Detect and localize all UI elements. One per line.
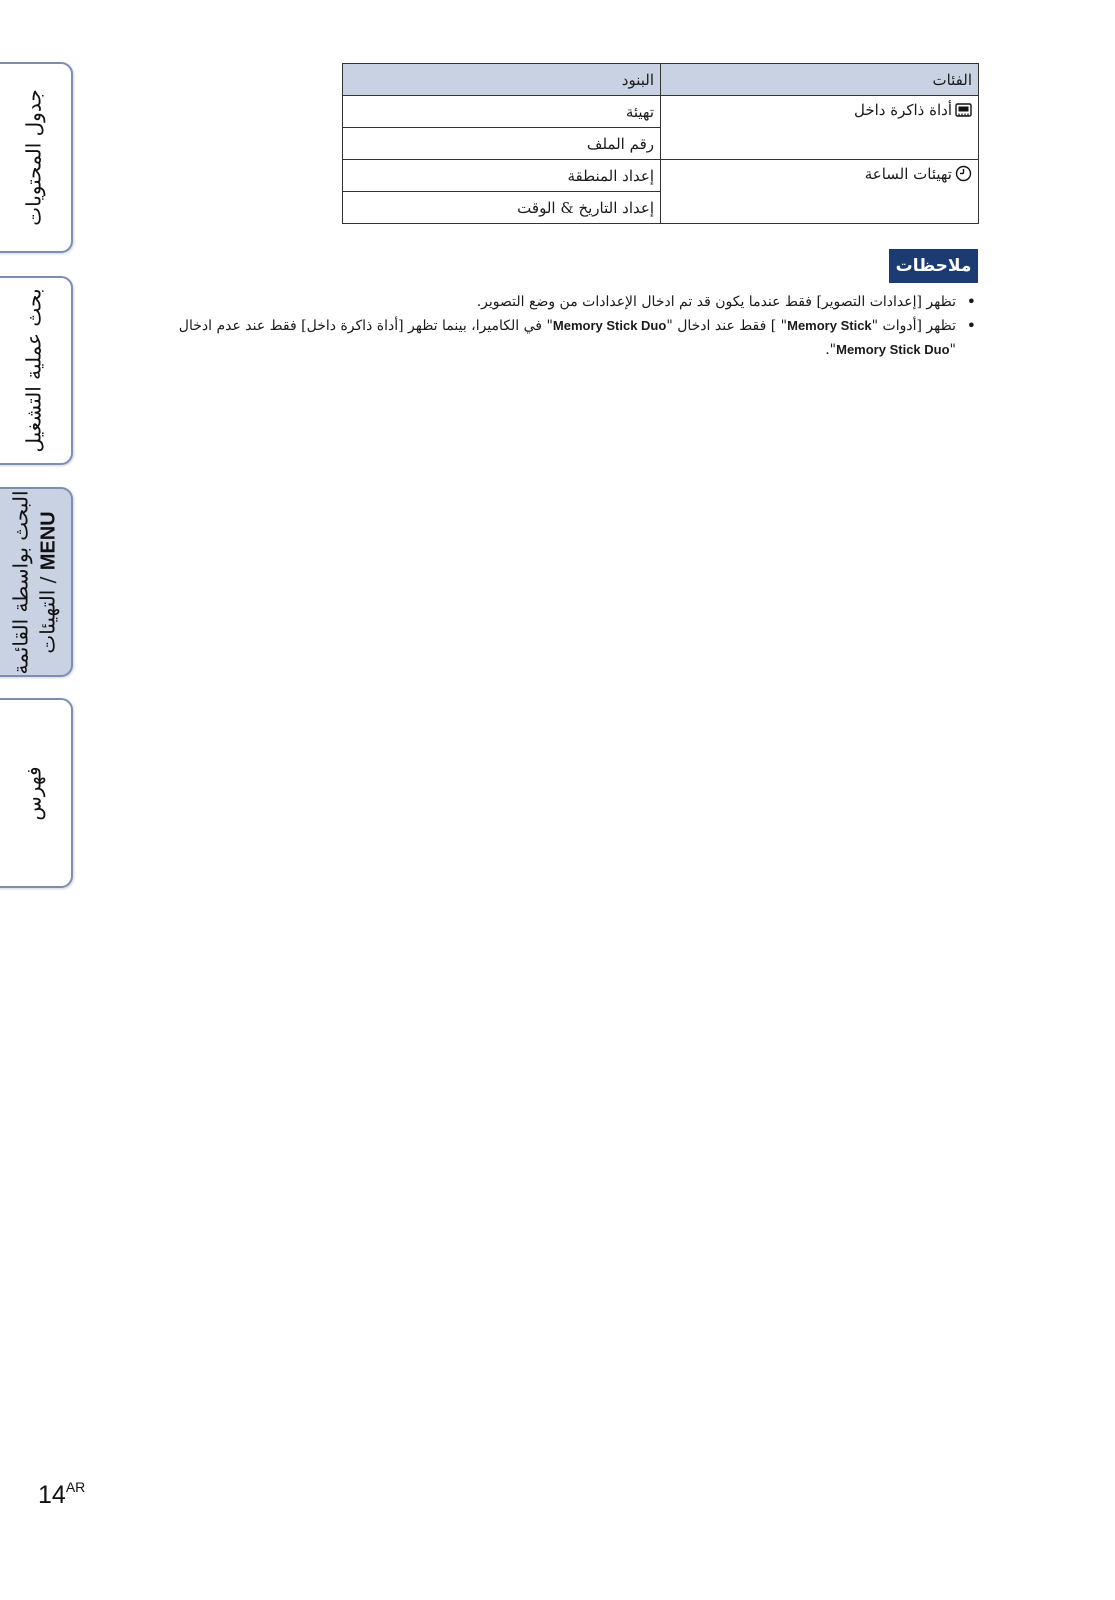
table-row (343, 160, 979, 192)
note-term: Memory Stick Duo (552, 318, 667, 333)
note-term: Memory Stick Duo (836, 342, 950, 357)
note-item: • تظهر [إعدادات التصوير] فقط عندما يكون قد تم ادخال الإعدادات من وضع التصوير. (166, 290, 978, 314)
header-categories: الفئات (661, 64, 979, 96)
table-row (343, 96, 979, 128)
tab-label: بحث عملية التشغيل (22, 288, 46, 453)
item-cell: رقم الملف (343, 128, 661, 160)
note-text: تظهر [أدوات " (871, 318, 956, 334)
notes-list (166, 290, 978, 362)
notes-heading: ملاحظات (889, 249, 978, 283)
item-cell: إعداد المنطقة (343, 160, 661, 192)
sidebar-tab-table-of-contents[interactable] (0, 62, 73, 253)
internal-memory-icon (955, 102, 972, 122)
category-label: تهيئات الساعة (864, 165, 952, 183)
note-text: ". (825, 342, 837, 358)
tab-label: جدول المحتويات (22, 89, 47, 226)
tab-label-line1: البحث بواسطة القائمة (8, 489, 33, 675)
clock-icon (955, 165, 972, 186)
note-text: " ] فقط عند ادخال " (666, 318, 788, 334)
note-text: " في الكاميرا، بينما تظهر [أداة ذاكرة داخل] فقط عند عدم ادخال " (178, 318, 956, 358)
category-cell (661, 160, 979, 224)
page-number-value: 14 (38, 1481, 66, 1509)
note-item (166, 314, 978, 362)
tab-label: فهرس (21, 765, 46, 821)
item-cell: تهيئة (343, 96, 661, 128)
category-cell (661, 96, 979, 160)
item-cell: إعداد التاريخ & الوقت (343, 192, 661, 224)
note-term: Memory Stick (787, 318, 872, 333)
tab-label-menu: MENU (37, 510, 60, 570)
sidebar-tab-menu-settings-search[interactable] (0, 487, 73, 677)
category-label: أداة ذاكرة داخل (853, 101, 952, 119)
settings-table (342, 63, 979, 224)
header-items: البنود (343, 64, 661, 96)
sidebar-tab-index[interactable] (0, 698, 73, 888)
page-number (38, 1479, 85, 1510)
tab-label-settings: التهيئات (35, 589, 60, 654)
tab-label-separator: / (35, 569, 60, 583)
tab-label-line2 (34, 490, 62, 674)
page-number-suffix: AR (65, 1479, 86, 1495)
sidebar-tab-operation-search[interactable] (0, 276, 73, 465)
tab-label (7, 490, 62, 674)
table-header-row (343, 64, 979, 96)
